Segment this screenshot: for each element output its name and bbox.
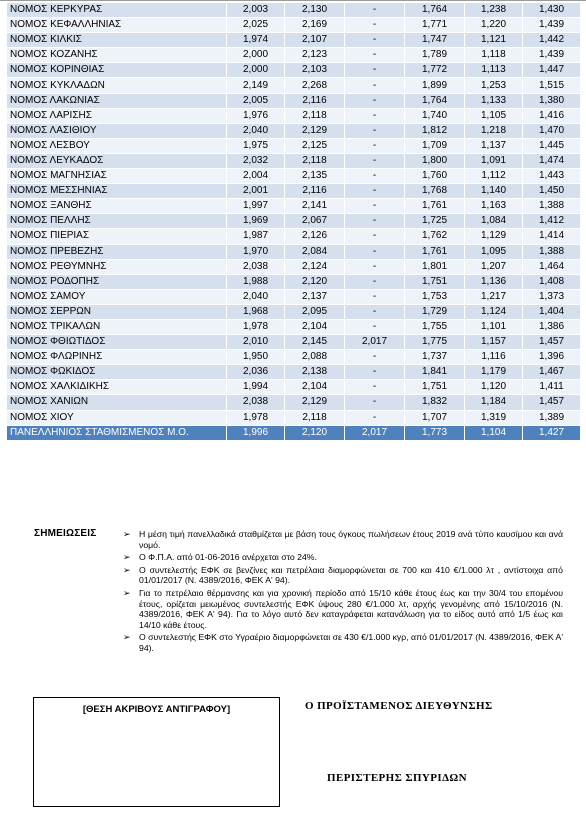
price-cell: 1,725 bbox=[405, 214, 465, 229]
price-cell: 1,389 bbox=[523, 410, 581, 425]
director-title: Ο ΠΡΟΪΣΤΑΜΕΝΟΣ ΔΙΕΥΘΥΝΣΗΣ bbox=[305, 700, 493, 712]
table-row bbox=[7, 365, 581, 380]
price-cell: 1,207 bbox=[465, 259, 523, 274]
price-cell: - bbox=[345, 289, 405, 304]
price-cell: 1,121 bbox=[465, 33, 523, 48]
table-body bbox=[7, 3, 581, 441]
price-cell: 1,140 bbox=[465, 184, 523, 199]
note-item bbox=[123, 632, 563, 653]
table-row bbox=[7, 395, 581, 410]
price-cell: 1,709 bbox=[405, 138, 465, 153]
table-row bbox=[7, 380, 581, 395]
price-cell: 1,747 bbox=[405, 33, 465, 48]
price-cell: 1,404 bbox=[523, 304, 581, 319]
price-cell: 1,812 bbox=[405, 123, 465, 138]
price-cell: 1,771 bbox=[405, 18, 465, 33]
price-cell: - bbox=[345, 259, 405, 274]
price-cell: - bbox=[345, 18, 405, 33]
price-cell: 1,184 bbox=[465, 395, 523, 410]
price-cell: - bbox=[345, 48, 405, 63]
price-cell: 1,764 bbox=[405, 93, 465, 108]
top-rule bbox=[0, 0, 586, 1]
price-cell: 1,118 bbox=[465, 48, 523, 63]
price-cell: 1,439 bbox=[523, 48, 581, 63]
total-row bbox=[7, 425, 581, 440]
price-cell: 1,775 bbox=[405, 335, 465, 350]
price-cell: 2,000 bbox=[227, 63, 285, 78]
price-cell: 1,772 bbox=[405, 63, 465, 78]
price-cell: 2,268 bbox=[285, 78, 345, 93]
price-cell: 1,997 bbox=[227, 199, 285, 214]
price-cell: 1,740 bbox=[405, 108, 465, 123]
price-cell: 1,253 bbox=[465, 78, 523, 93]
note-item bbox=[123, 588, 563, 630]
price-cell: 2,010 bbox=[227, 335, 285, 350]
note-text: Ο συντελεστής ΕΦΚ στο Υγραέριο διαμορφώνεται σε 430 €/1.000 κγρ, από 01/01/2017 (Ν. 4389/2016, ΦΕΚ Α' 94). bbox=[139, 632, 563, 653]
note-text: Ο Φ.Π.Α. από 01-06-2016 ανέρχεται στο 24%. bbox=[139, 552, 317, 563]
price-cell: 1,974 bbox=[227, 33, 285, 48]
total-price-cell: 1,996 bbox=[227, 425, 285, 440]
prefecture-name-cell: ΝΟΜΟΣ ΣΕΡΡΩΝ bbox=[7, 304, 227, 319]
total-price-cell: 1,427 bbox=[523, 425, 581, 440]
table-row bbox=[7, 153, 581, 168]
arrow-bullet-icon: ➢ bbox=[123, 632, 131, 643]
price-cell: 2,141 bbox=[285, 199, 345, 214]
price-cell: 2,005 bbox=[227, 93, 285, 108]
price-cell: 2,038 bbox=[227, 259, 285, 274]
price-cell: 1,762 bbox=[405, 229, 465, 244]
total-price-cell: 1,104 bbox=[465, 425, 523, 440]
price-cell: 1,447 bbox=[523, 63, 581, 78]
price-cell: 1,467 bbox=[523, 365, 581, 380]
price-cell: 2,130 bbox=[285, 3, 345, 18]
prefecture-name-cell: ΝΟΜΟΣ ΛΕΥΚΑΔΟΣ bbox=[7, 153, 227, 168]
price-cell: 1,179 bbox=[465, 365, 523, 380]
price-cell: 1,764 bbox=[405, 3, 465, 18]
price-cell: 1,832 bbox=[405, 395, 465, 410]
price-cell: 1,969 bbox=[227, 214, 285, 229]
price-cell: 1,515 bbox=[523, 78, 581, 93]
price-cell: 1,457 bbox=[523, 395, 581, 410]
price-cell: 1,899 bbox=[405, 78, 465, 93]
price-cell: 2,135 bbox=[285, 169, 345, 184]
price-cell: 2,149 bbox=[227, 78, 285, 93]
note-text: Ο συντελεστής ΕΦΚ σε βενζίνες και πετρέλαια διαμορφώνεται σε 700 και 410 €/1.000 λτ , αντίστοιχα από 01/01/2017 (Ν. 4389/2016, ΦΕΚ Α' 94). bbox=[139, 564, 563, 586]
prefecture-name-cell: ΝΟΜΟΣ ΚΕΦΑΛΛΗΝΙΑΣ bbox=[7, 18, 227, 33]
price-cell: 1,414 bbox=[523, 229, 581, 244]
price-cell: - bbox=[345, 108, 405, 123]
price-cell: - bbox=[345, 153, 405, 168]
prefecture-name-cell: ΝΟΜΟΣ ΡΟΔΟΠΗΣ bbox=[7, 274, 227, 289]
table-row bbox=[7, 335, 581, 350]
price-cell: 1,755 bbox=[405, 319, 465, 334]
table-row bbox=[7, 350, 581, 365]
price-cell: 1,760 bbox=[405, 169, 465, 184]
price-cell: 2,088 bbox=[285, 350, 345, 365]
price-cell: 1,101 bbox=[465, 319, 523, 334]
copy-placeholder-label: [ΘΕΣΗ ΑΚΡΙΒΟΥΣ ΑΝΤΙΓΡΑΦΟΥ] bbox=[82, 704, 231, 715]
price-cell: 2,169 bbox=[285, 18, 345, 33]
price-cell: 1,761 bbox=[405, 244, 465, 259]
price-cell: - bbox=[345, 138, 405, 153]
price-cell: 1,994 bbox=[227, 380, 285, 395]
price-cell: 2,126 bbox=[285, 229, 345, 244]
table-row bbox=[7, 93, 581, 108]
price-cell: 2,104 bbox=[285, 380, 345, 395]
price-cell: 2,120 bbox=[285, 274, 345, 289]
note-item bbox=[123, 529, 563, 550]
price-cell: 1,707 bbox=[405, 410, 465, 425]
price-cell: 1,439 bbox=[523, 18, 581, 33]
price-cell: 2,137 bbox=[285, 289, 345, 304]
price-cell: 1,768 bbox=[405, 184, 465, 199]
price-cell: 1,753 bbox=[405, 289, 465, 304]
price-cell: 2,104 bbox=[285, 319, 345, 334]
price-cell: 2,124 bbox=[285, 259, 345, 274]
copy-placeholder-box bbox=[33, 697, 280, 807]
price-cell: 2,032 bbox=[227, 153, 285, 168]
price-cell: - bbox=[345, 395, 405, 410]
price-cell: 2,116 bbox=[285, 184, 345, 199]
price-cell: 1,120 bbox=[465, 380, 523, 395]
prefecture-name-cell: ΝΟΜΟΣ ΡΕΘΥΜΝΗΣ bbox=[7, 259, 227, 274]
price-cell: - bbox=[345, 3, 405, 18]
price-cell: - bbox=[345, 350, 405, 365]
price-cell: 2,001 bbox=[227, 184, 285, 199]
prefecture-name-cell: ΝΟΜΟΣ ΧΑΛΚΙΔΙΚΗΣ bbox=[7, 380, 227, 395]
prefecture-name-cell: ΝΟΜΟΣ ΧΑΝΙΩΝ bbox=[7, 395, 227, 410]
price-cell: 1,105 bbox=[465, 108, 523, 123]
prefecture-name-cell: ΝΟΜΟΣ ΦΛΩΡΙΝΗΣ bbox=[7, 350, 227, 365]
price-cell: 1,464 bbox=[523, 259, 581, 274]
note-item bbox=[123, 565, 563, 586]
price-cell: 1,729 bbox=[405, 304, 465, 319]
price-cell: 1,137 bbox=[465, 138, 523, 153]
price-cell: - bbox=[345, 410, 405, 425]
prefecture-name-cell: ΝΟΜΟΣ ΛΑΣΙΘΙΟΥ bbox=[7, 123, 227, 138]
price-cell: - bbox=[345, 33, 405, 48]
total-price-cell: 2,120 bbox=[285, 425, 345, 440]
note-text: Η μέση τιμή πανελλαδικά σταθμίζεται με βάση τους όγκους πωλήσεων έτους 2019 ανά τύπο καυσίμου και ανά νομό. bbox=[139, 529, 563, 550]
price-cell: 2,118 bbox=[285, 410, 345, 425]
table-row bbox=[7, 289, 581, 304]
arrow-bullet-icon: ➢ bbox=[123, 587, 131, 598]
price-cell: 1,445 bbox=[523, 138, 581, 153]
table-row bbox=[7, 259, 581, 274]
table-row bbox=[7, 78, 581, 93]
price-cell: 1,751 bbox=[405, 274, 465, 289]
price-cell: 1,388 bbox=[523, 244, 581, 259]
price-cell: 2,000 bbox=[227, 48, 285, 63]
price-cell: - bbox=[345, 365, 405, 380]
table-row bbox=[7, 63, 581, 78]
price-cell: 2,103 bbox=[285, 63, 345, 78]
table-row bbox=[7, 138, 581, 153]
price-cell: 2,118 bbox=[285, 153, 345, 168]
table-row bbox=[7, 319, 581, 334]
fuel-price-table bbox=[6, 2, 581, 441]
price-cell: 1,238 bbox=[465, 3, 523, 18]
price-cell: 2,040 bbox=[227, 123, 285, 138]
note-text: Για το πετρέλαιο θέρμανσης και για χρονική περίοδο από 15/10 κάθε έτους έως και την 30/4 του επομένου έτους, ορίζεται μειωμένος συντελεστής ΕΦΚ ύψους 280 €/1.000 λτ, αρχής γενομένης από 15/10/2016 (Ν. 4389/2016, ΦΕΚ Α' 94). Για το λόγο αυτό δεν καταγράφεται κατανάλωση για το είδος αυτό από 1/5 έως και 14/10 κάθε έτους. bbox=[139, 587, 563, 630]
arrow-bullet-icon: ➢ bbox=[123, 529, 131, 539]
table-row bbox=[7, 108, 581, 123]
price-cell: 1,217 bbox=[465, 289, 523, 304]
price-cell: 1,129 bbox=[465, 229, 523, 244]
price-cell: 2,003 bbox=[227, 3, 285, 18]
prefecture-name-cell: ΝΟΜΟΣ ΣΑΜΟΥ bbox=[7, 289, 227, 304]
table-row bbox=[7, 184, 581, 199]
price-cell: 2,084 bbox=[285, 244, 345, 259]
price-cell: 2,067 bbox=[285, 214, 345, 229]
notes-list bbox=[123, 529, 563, 656]
price-cell: 2,025 bbox=[227, 18, 285, 33]
table-row bbox=[7, 274, 581, 289]
price-cell: 1,975 bbox=[227, 138, 285, 153]
prefecture-name-cell: ΝΟΜΟΣ ΚΥΚΛΑΔΩΝ bbox=[7, 78, 227, 93]
table-row bbox=[7, 33, 581, 48]
total-price-cell: 2,017 bbox=[345, 425, 405, 440]
price-cell: 1,737 bbox=[405, 350, 465, 365]
table-row bbox=[7, 18, 581, 33]
prefecture-name-cell: ΝΟΜΟΣ ΜΑΓΝΗΣΙΑΣ bbox=[7, 169, 227, 184]
arrow-bullet-icon: ➢ bbox=[123, 552, 131, 563]
price-cell: - bbox=[345, 244, 405, 259]
price-cell: 1,319 bbox=[465, 410, 523, 425]
table-row bbox=[7, 199, 581, 214]
price-cell: 1,970 bbox=[227, 244, 285, 259]
table-row bbox=[7, 123, 581, 138]
price-cell: 2,138 bbox=[285, 365, 345, 380]
price-cell: 1,157 bbox=[465, 335, 523, 350]
price-cell: - bbox=[345, 123, 405, 138]
price-cell: 1,386 bbox=[523, 319, 581, 334]
price-cell: - bbox=[345, 184, 405, 199]
price-cell: 1,761 bbox=[405, 199, 465, 214]
price-cell: 1,457 bbox=[523, 335, 581, 350]
price-cell: 1,112 bbox=[465, 169, 523, 184]
prefecture-name-cell: ΝΟΜΟΣ ΛΑΡΙΣΗΣ bbox=[7, 108, 227, 123]
price-cell: - bbox=[345, 78, 405, 93]
prefecture-name-cell: ΝΟΜΟΣ ΠΡΕΒΕΖΗΣ bbox=[7, 244, 227, 259]
table-row bbox=[7, 304, 581, 319]
prefecture-name-cell: ΝΟΜΟΣ ΦΩΚΙΔΟΣ bbox=[7, 365, 227, 380]
price-cell: 2,145 bbox=[285, 335, 345, 350]
price-cell: 2,038 bbox=[227, 395, 285, 410]
price-cell: - bbox=[345, 93, 405, 108]
table-row bbox=[7, 3, 581, 18]
prefecture-name-cell: ΝΟΜΟΣ ΚΕΡΚΥΡΑΣ bbox=[7, 3, 227, 18]
price-cell: 1,408 bbox=[523, 274, 581, 289]
prefecture-name-cell: ΝΟΜΟΣ ΤΡΙΚΑΛΩΝ bbox=[7, 319, 227, 334]
price-cell: 2,040 bbox=[227, 289, 285, 304]
price-cell: 1,412 bbox=[523, 214, 581, 229]
price-cell: - bbox=[345, 304, 405, 319]
price-cell: 2,129 bbox=[285, 123, 345, 138]
prefecture-name-cell: ΝΟΜΟΣ ΚΙΛΚΙΣ bbox=[7, 33, 227, 48]
table-row bbox=[7, 169, 581, 184]
price-cell: 2,036 bbox=[227, 365, 285, 380]
price-cell: 1,988 bbox=[227, 274, 285, 289]
table-row bbox=[7, 48, 581, 63]
table-row bbox=[7, 229, 581, 244]
arrow-bullet-icon: ➢ bbox=[123, 564, 131, 575]
price-cell: 1,442 bbox=[523, 33, 581, 48]
price-cell: 1,430 bbox=[523, 3, 581, 18]
price-cell: 1,091 bbox=[465, 153, 523, 168]
prefecture-name-cell: ΝΟΜΟΣ ΛΕΣΒΟΥ bbox=[7, 138, 227, 153]
price-cell: 1,841 bbox=[405, 365, 465, 380]
price-cell: 2,129 bbox=[285, 395, 345, 410]
prefecture-name-cell: ΝΟΜΟΣ ΦΘΙΩΤΙΔΟΣ bbox=[7, 335, 227, 350]
price-cell: 1,124 bbox=[465, 304, 523, 319]
price-cell: 2,017 bbox=[345, 335, 405, 350]
price-cell: 1,789 bbox=[405, 48, 465, 63]
price-cell: 1,136 bbox=[465, 274, 523, 289]
price-cell: 2,095 bbox=[285, 304, 345, 319]
price-cell: 1,976 bbox=[227, 108, 285, 123]
price-cell: 1,220 bbox=[465, 18, 523, 33]
price-cell: 1,950 bbox=[227, 350, 285, 365]
price-cell: 1,800 bbox=[405, 153, 465, 168]
price-cell: 2,125 bbox=[285, 138, 345, 153]
prefecture-name-cell: ΝΟΜΟΣ ΛΑΚΩΝΙΑΣ bbox=[7, 93, 227, 108]
price-cell: 1,163 bbox=[465, 199, 523, 214]
price-cell: 2,123 bbox=[285, 48, 345, 63]
price-cell: 1,396 bbox=[523, 350, 581, 365]
total-price-cell: 1,773 bbox=[405, 425, 465, 440]
price-cell: 2,107 bbox=[285, 33, 345, 48]
prefecture-name-cell: ΝΟΜΟΣ ΚΟΡΙΝΘΙΑΣ bbox=[7, 63, 227, 78]
table-row bbox=[7, 244, 581, 259]
price-cell: 1,113 bbox=[465, 63, 523, 78]
director-name: ΠΕΡΙΣΤΕΡΗΣ ΣΠΥΡΙΔΩΝ bbox=[327, 772, 467, 784]
price-cell: - bbox=[345, 229, 405, 244]
price-cell: 1,084 bbox=[465, 214, 523, 229]
price-cell: 1,978 bbox=[227, 410, 285, 425]
price-cell: 2,118 bbox=[285, 108, 345, 123]
price-cell: - bbox=[345, 274, 405, 289]
price-cell: 1,978 bbox=[227, 319, 285, 334]
note-item bbox=[123, 552, 563, 563]
price-cell: 1,373 bbox=[523, 289, 581, 304]
total-label-cell: ΠΑΝΕΛΛΗΝΙΟΣ ΣΤΑΘΜΙΣΜΕΝΟΣ Μ.Ο. bbox=[7, 425, 227, 440]
price-cell: - bbox=[345, 319, 405, 334]
price-cell: - bbox=[345, 199, 405, 214]
prefecture-name-cell: ΝΟΜΟΣ ΠΕΛΛΗΣ bbox=[7, 214, 227, 229]
table-row bbox=[7, 410, 581, 425]
price-cell: 1,987 bbox=[227, 229, 285, 244]
prefecture-name-cell: ΝΟΜΟΣ ΠΙΕΡΙΑΣ bbox=[7, 229, 227, 244]
price-cell: 1,801 bbox=[405, 259, 465, 274]
price-cell: - bbox=[345, 169, 405, 184]
price-cell: 1,474 bbox=[523, 153, 581, 168]
price-cell: 2,116 bbox=[285, 93, 345, 108]
notes-title: ΣΗΜΕΙΩΣΕΙΣ bbox=[34, 528, 97, 539]
price-cell: - bbox=[345, 380, 405, 395]
price-cell: 1,218 bbox=[465, 123, 523, 138]
prefecture-name-cell: ΝΟΜΟΣ ΜΕΣΣΗΝΙΑΣ bbox=[7, 184, 227, 199]
price-cell: - bbox=[345, 63, 405, 78]
price-cell: 1,416 bbox=[523, 108, 581, 123]
prefecture-name-cell: ΝΟΜΟΣ ΚΟΖΑΝΗΣ bbox=[7, 48, 227, 63]
price-cell: 1,388 bbox=[523, 199, 581, 214]
price-cell: 1,116 bbox=[465, 350, 523, 365]
price-cell: 2,004 bbox=[227, 169, 285, 184]
price-cell: - bbox=[345, 214, 405, 229]
price-cell: 1,470 bbox=[523, 123, 581, 138]
price-cell: 1,450 bbox=[523, 184, 581, 199]
prefecture-name-cell: ΝΟΜΟΣ ΧΙΟΥ bbox=[7, 410, 227, 425]
price-cell: 1,443 bbox=[523, 169, 581, 184]
price-cell: 1,968 bbox=[227, 304, 285, 319]
price-cell: 1,751 bbox=[405, 380, 465, 395]
price-cell: 1,095 bbox=[465, 244, 523, 259]
price-cell: 1,411 bbox=[523, 380, 581, 395]
table-row bbox=[7, 214, 581, 229]
price-cell: 1,380 bbox=[523, 93, 581, 108]
prefecture-name-cell: ΝΟΜΟΣ ΞΑΝΘΗΣ bbox=[7, 199, 227, 214]
price-cell: 1,133 bbox=[465, 93, 523, 108]
